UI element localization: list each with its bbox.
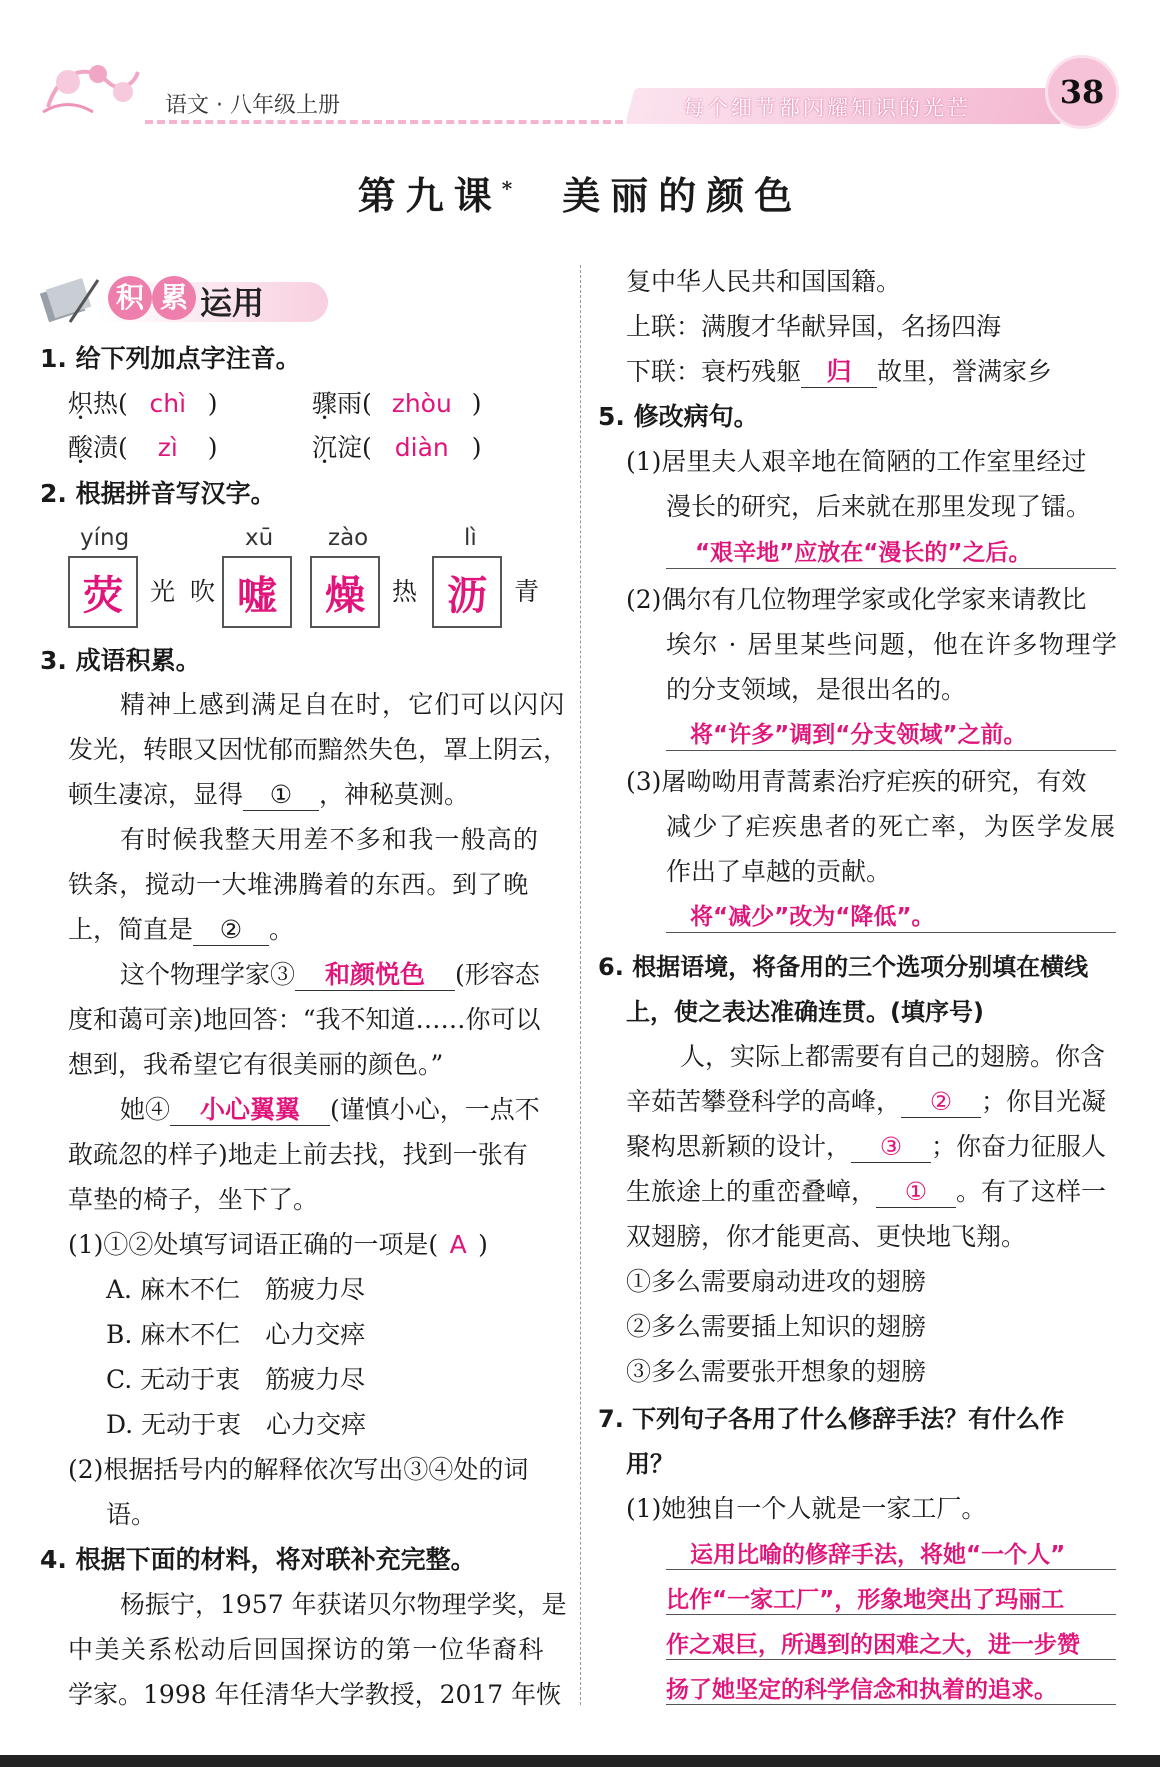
q6-text [626, 1176, 1106, 1208]
lesson-title [0, 165, 1160, 220]
q6-text-part: 辛茹苦攀登科学的高峰， [626, 1087, 902, 1116]
q6-text [626, 1131, 1106, 1163]
couplet-lower [626, 356, 1052, 388]
q6-blank-1: ② [901, 1087, 981, 1118]
dotted-char: 酸 [68, 433, 94, 462]
q5-s2-answer: 将“许多”调到“分支领域”之前。 [690, 722, 1027, 748]
q3-text [68, 914, 294, 946]
section-rest: 运用 [200, 284, 265, 322]
option-a: A. 麻木不仁 筋疲力尽 [106, 1275, 365, 1304]
q1-item [68, 432, 218, 464]
answer-4: 小心翼翼 [170, 1095, 330, 1126]
answer-3: 和颜悦色 [295, 960, 455, 991]
q5-stem: 5. 修改病句。 [598, 402, 759, 431]
q3-text-part: 顿生凄凉，显得 [68, 780, 244, 809]
q1-text: 渍( [93, 433, 128, 462]
q5-s3: (3)屠呦呦用青蒿素治疗疟疾的研究，有效 [626, 767, 1087, 796]
bottom-edge [0, 1755, 1160, 1767]
char-box: 嘘 [222, 556, 292, 628]
q3-text: 敢疏忽的样子)地走上前去找，找到一张有 [68, 1140, 528, 1169]
q1-answer: zhòu [391, 389, 452, 418]
lesson-name: 美丽的颜色 [562, 173, 803, 218]
couplet-lower-text: 故里，誉满家乡 [877, 357, 1053, 386]
page-number: 38 [1059, 73, 1105, 111]
page-number-badge [1045, 55, 1119, 129]
q1-close: ) [471, 433, 482, 462]
q4-text: 学家。1998 年任清华大学教授，2017 年恢 [68, 1680, 562, 1709]
q3-text-part: 她④ [120, 1095, 171, 1124]
floral-ornament-icon [38, 52, 148, 122]
q4-text: 中美关系松动后回国探访的第一位华裔科 [68, 1635, 546, 1664]
q6-stem: 上，使之表达准确连贯。(填序号) [626, 998, 984, 1026]
q1-close: ) [207, 389, 218, 418]
q4-text: 杨振宁，1957 年获诺贝尔物理学奖，是 [120, 1590, 567, 1619]
q3-sub2: 语。 [106, 1500, 157, 1529]
q1-text: 淀( [337, 433, 372, 462]
q1-item [312, 388, 482, 420]
q3-text-part: (谨慎小心，一点不 [330, 1095, 540, 1124]
blank-1: ① [243, 780, 319, 811]
q5-s3: 作出了卓越的贡献。 [666, 857, 892, 886]
q6-text-part: 聚构思新颖的设计， [626, 1132, 852, 1161]
couplet-lower-text: 下联：衰朽残躯 [626, 357, 802, 386]
couplet-upper: 上联：满腹才华献异国，名扬四海 [626, 312, 1002, 341]
sub1-answer: A [449, 1230, 467, 1259]
q1-close: ) [207, 433, 218, 462]
q3-text [68, 779, 469, 811]
pinyin-label: yíng [80, 525, 130, 551]
q3-sub1-text: (1)①②处填写词语正确的一项是( [68, 1230, 439, 1259]
q1-answer: diàn [394, 433, 449, 462]
q7-s1: (1)她独自一个人就是一家工厂。 [626, 1494, 987, 1523]
q1-item [312, 432, 482, 464]
q7-stem: 用？ [626, 1450, 674, 1478]
q5-s2: 埃尔 · 居里某些问题，他在许多物理学 [666, 630, 1119, 659]
blank-2: ② [193, 915, 269, 946]
q5-s2: 的分支领域，是很出名的。 [666, 675, 967, 704]
q3-text [120, 959, 540, 991]
q6-text: 双翅膀，你才能更高、更快地飞翔。 [626, 1222, 1027, 1251]
q6-stem: 6. 根据语境，将备用的三个选项分别填在横线 [598, 953, 1089, 981]
dotted-char: 炽 [68, 389, 94, 418]
q6-text-part: ；你目光凝 [981, 1087, 1107, 1116]
char-box: 荧 [68, 556, 138, 628]
q7-answer-line: 运用比喻的修辞手法，将她“一个人” [690, 1542, 1066, 1568]
q3-sub2: (2)根据括号内的解释依次写出③④处的词 [68, 1455, 529, 1484]
option-d: D. 无动于衷 心力交瘁 [106, 1410, 367, 1439]
q3-text: 精神上感到满足自在时，它们可以闪闪 [120, 690, 566, 719]
between-char: 青 [514, 577, 540, 606]
q1-item [68, 388, 218, 420]
pinyin-label: lì [464, 525, 477, 551]
q4-text: 复中华人民共和国国籍。 [626, 267, 902, 296]
q3-stem: 3. 成语积累。 [40, 646, 201, 675]
q3-text: 发光，转眼又因忧郁而黯然失色，罩上阴云， [68, 735, 569, 764]
char-box: 燥 [310, 556, 380, 628]
q3-text-part: (形容态 [455, 960, 540, 989]
q4-stem: 4. 根据下面的材料，将对联补充完整。 [40, 1545, 476, 1574]
q3-text: 铁条，搅动一大堆沸腾着的东西。到了晚 [68, 870, 529, 899]
q3-sub1 [68, 1229, 488, 1261]
q5-s1: (1)居里夫人艰辛地在简陋的工作室里经过 [626, 447, 1087, 476]
q1-close: ) [471, 389, 482, 418]
q5-s1: 漫长的研究，后来就在那里发现了镭。 [666, 492, 1092, 521]
dotted-char: 骤 [312, 389, 338, 418]
q6-text-part: 。有了这样一 [956, 1177, 1107, 1206]
q6-text-part: 生旅途上的重峦叠嶂， [626, 1177, 877, 1206]
option-b: B. 麻木不仁 心力交瘁 [106, 1320, 366, 1349]
q2-stem: 2. 根据拼音写汉字。 [40, 479, 276, 508]
q1-stem: 1. 给下列加点字注音。 [40, 344, 301, 373]
q3-text: 想到，我希望它有很美丽的颜色。” [68, 1050, 444, 1079]
q6-option: ②多么需要插上知识的翅膀 [626, 1312, 927, 1341]
between-char: 热 [392, 577, 418, 606]
book-pen-icon [40, 274, 102, 326]
q1-answer: zì [157, 433, 178, 462]
q1-text: 热( [93, 389, 128, 418]
dotted-char: 沉 [312, 433, 338, 462]
q3-text: 度和蔼可亲)地回答：“我不知道……你可以 [68, 1005, 541, 1034]
q1-text: 雨( [337, 389, 372, 418]
q5-s3: 减少了疟疾患者的死亡率，为医学发展 [666, 812, 1117, 841]
q7-answer-line: 作之艰巨，所遇到的困难之大，进一步赞 [666, 1632, 1080, 1658]
book-label: 语文 · 八年级上册 [165, 93, 340, 118]
lesson-number: 第九课 [357, 173, 502, 218]
q6-option: ①多么需要扇动进攻的翅膀 [626, 1267, 927, 1296]
couplet-answer: 归 [801, 357, 877, 388]
page-header [0, 0, 1160, 140]
q3-text-part: 上，简直是 [68, 915, 194, 944]
slogan-text: 每个细节都闪耀知识的光芒 [683, 96, 971, 120]
q3-text-part: ，神秘莫测。 [319, 780, 470, 809]
between-char: 光 [150, 577, 176, 606]
q1-answer: chì [149, 389, 187, 418]
pinyin-label: xū [245, 525, 274, 551]
between-char: 吹 [190, 577, 216, 606]
q5-s1-answer: “艰辛地”应放在“漫长的”之后。 [695, 540, 1032, 566]
header-dashed-line [145, 120, 635, 124]
section-heading [40, 272, 300, 328]
column-divider [580, 265, 581, 1705]
q7-stem: 7. 下列句子各用了什么修辞手法？有什么作 [598, 1405, 1065, 1433]
q6-text: 人，实际上都需要有自己的翅膀。你含 [680, 1042, 1106, 1071]
q7-answer-line: 比作“一家工厂”，形象地突出了玛丽工 [666, 1587, 1065, 1613]
q3-text-part: 这个物理学家③ [120, 960, 296, 989]
q6-option: ③多么需要张开想象的翅膀 [626, 1357, 927, 1386]
q5-s2: (2)偶尔有几位物理学家或化学家来请教比 [626, 585, 1087, 614]
section-char-2: 累 [152, 276, 196, 320]
pinyin-label: zào [328, 525, 369, 551]
q6-text-part: ；你奋力征服人 [931, 1132, 1107, 1161]
q3-text: 有时候我整天用差不多和我一般高的 [120, 825, 540, 854]
q6-text [626, 1086, 1106, 1118]
lesson-star: * [501, 176, 523, 201]
q6-blank-3: ① [876, 1177, 956, 1208]
q5-s3-answer: 将“减少”改为“降低”。 [690, 904, 935, 930]
q3-text: 草垫的椅子，坐下了。 [68, 1185, 319, 1214]
q3-text [120, 1094, 540, 1126]
q3-sub1-close: ) [478, 1230, 488, 1259]
char-box: 沥 [432, 556, 502, 628]
option-c: C. 无动于衷 筋疲力尽 [106, 1365, 366, 1394]
q3-text-part: 。 [269, 915, 295, 944]
q6-blank-2: ③ [851, 1132, 931, 1163]
q7-answer-line: 扬了她坚定的科学信念和执着的追求。 [666, 1677, 1057, 1703]
section-char-1: 积 [108, 276, 152, 320]
